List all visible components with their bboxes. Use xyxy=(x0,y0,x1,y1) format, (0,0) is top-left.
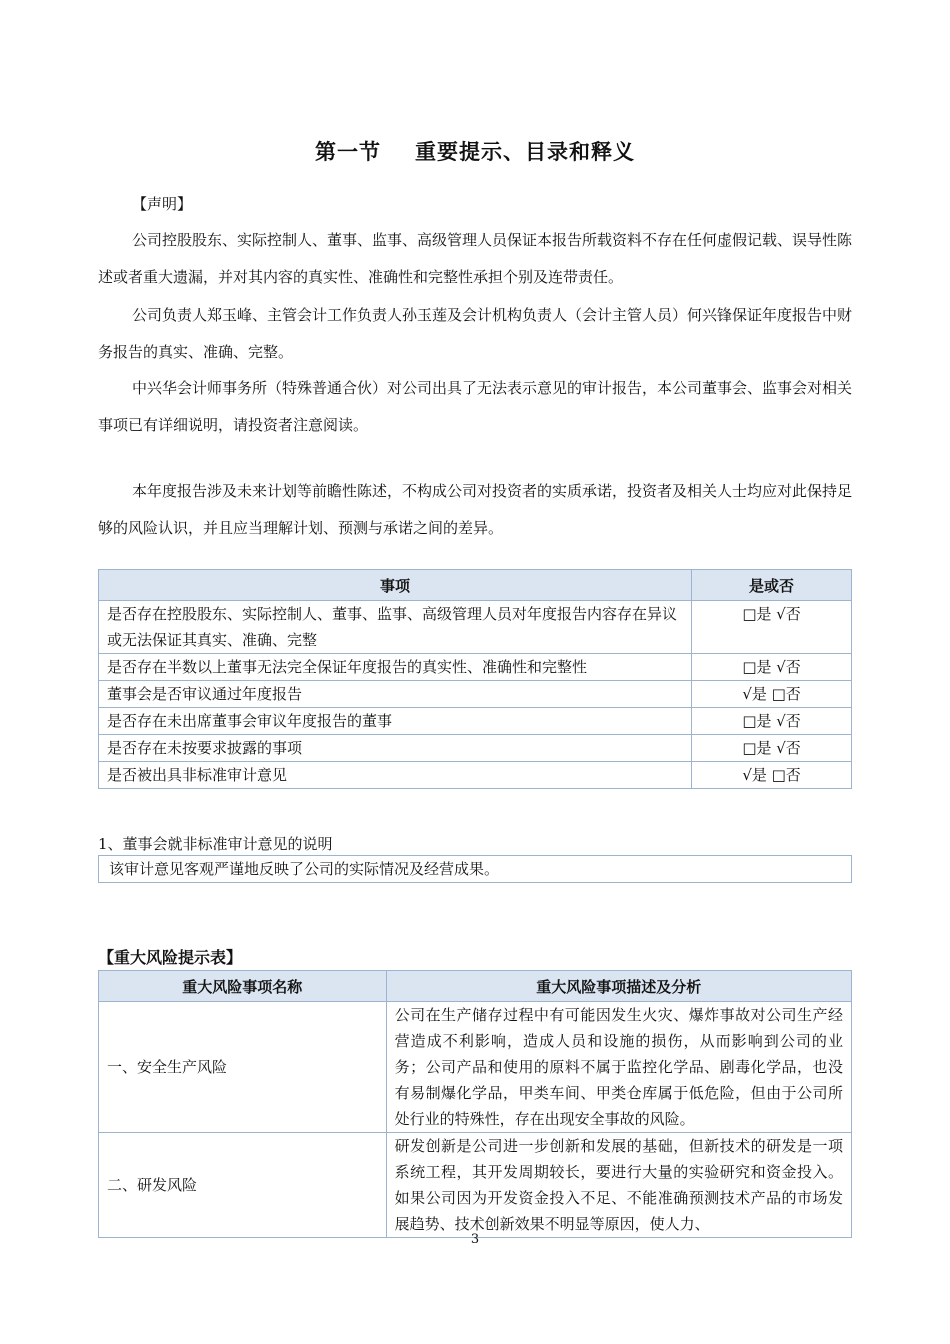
header-risk-desc: 重大风险事项描述及分析 xyxy=(386,971,851,1002)
table-row xyxy=(99,1002,852,1133)
matters-table xyxy=(98,569,852,789)
paragraph-2: 公司负责人郑玉峰、主管会计工作负责人孙玉莲及会计机构负责人（会计主管人员）何兴锋保证年度报告中财务报告的真实、准确、完整。 xyxy=(98,306,853,361)
board-note-heading: 1、董事会就非标准审计意见的说明 xyxy=(98,835,333,853)
matter-answer: □是 √否 xyxy=(692,654,852,681)
paragraph-4: 本年度报告涉及未来计划等前瞻性陈述，不构成公司对投资者的实质承诺，投资者及相关人士均应对此保持足够的风险认识，并且应当理解计划、预测与承诺之间的差异。 xyxy=(98,482,853,537)
table-row xyxy=(99,654,852,681)
section-name: 重要提示、目录和释义 xyxy=(415,140,635,164)
section-number: 第一节 xyxy=(315,140,381,164)
matter-item: 是否存在未出席董事会审议年度报告的董事 xyxy=(99,708,692,735)
table-row xyxy=(99,735,852,762)
matter-answer: √是 □否 xyxy=(692,681,852,708)
board-note-content: 该审计意见客观严谨地反映了公司的实际情况及经营成果。 xyxy=(99,856,852,883)
matter-answer: √是 □否 xyxy=(692,762,852,789)
matter-item: 是否存在控股股东、实际控制人、董事、监事、高级管理人员对年度报告内容存在异议或无法保证其真实、准确、完整 xyxy=(99,601,692,654)
table-row xyxy=(99,681,852,708)
risk-desc: 公司在生产储存过程中有可能因发生火灾、爆炸事故对公司生产经营造成不利影响，造成人员和设施的损伤，从而影响到公司的业务；公司产品和使用的原料不属于监控化学品、剧毒化学品，也没有易制爆化学品，甲类车间、甲类仓库属于低危险，但由于公司所处行业的特殊性，存在出现安全事故的风险。 xyxy=(386,1002,851,1133)
paragraph-1: 公司控股股东、实际控制人、董事、监事、高级管理人员保证本报告所载资料不存在任何虚假记载、误导性陈述或者重大遗漏，并对其内容的真实性、准确性和完整性承担个别及连带责任。 xyxy=(98,231,853,286)
matter-answer: □是 √否 xyxy=(692,735,852,762)
header-risk-name: 重大风险事项名称 xyxy=(99,971,387,1002)
table-header-row xyxy=(99,570,852,601)
risk-name: 二、研发风险 xyxy=(99,1133,387,1238)
matter-answer: □是 √否 xyxy=(692,708,852,735)
table-row xyxy=(99,762,852,789)
board-note-box xyxy=(98,855,852,883)
statement-label: 【声明】 xyxy=(132,195,193,213)
matter-item: 董事会是否审议通过年度报告 xyxy=(99,681,692,708)
header-item: 事项 xyxy=(99,570,692,601)
table-row xyxy=(99,601,852,654)
risk-desc: 研发创新是公司进一步创新和发展的基础，但新技术的研发是一项系统工程，其开发周期较长，要进行大量的实验研究和资金投入。如果公司因为开发资金投入不足、不能准确预测技术产品的市场发展趋势、技术创新效果不明显等原因，使人力、 xyxy=(386,1133,851,1238)
matter-item: 是否存在未按要求披露的事项 xyxy=(99,735,692,762)
header-answer: 是或否 xyxy=(692,570,852,601)
risk-table xyxy=(98,970,852,1238)
table-row xyxy=(99,1133,852,1238)
page-number: 3 xyxy=(470,1232,480,1247)
risk-name: 一、安全生产风险 xyxy=(99,1002,387,1133)
table-header-row xyxy=(99,971,852,1002)
risk-table-title: 【重大风险提示表】 xyxy=(98,948,243,967)
paragraph-3: 中兴华会计师事务所（特殊普通合伙）对公司出具了无法表示意见的审计报告，本公司董事会、监事会对相关事项已有详细说明，请投资者注意阅读。 xyxy=(98,379,853,434)
section-title xyxy=(0,136,950,166)
matter-answer: □是 √否 xyxy=(692,601,852,654)
matter-item: 是否被出具非标准审计意见 xyxy=(99,762,692,789)
table-row xyxy=(99,708,852,735)
matter-item: 是否存在半数以上董事无法完全保证年度报告的真实性、准确性和完整性 xyxy=(99,654,692,681)
